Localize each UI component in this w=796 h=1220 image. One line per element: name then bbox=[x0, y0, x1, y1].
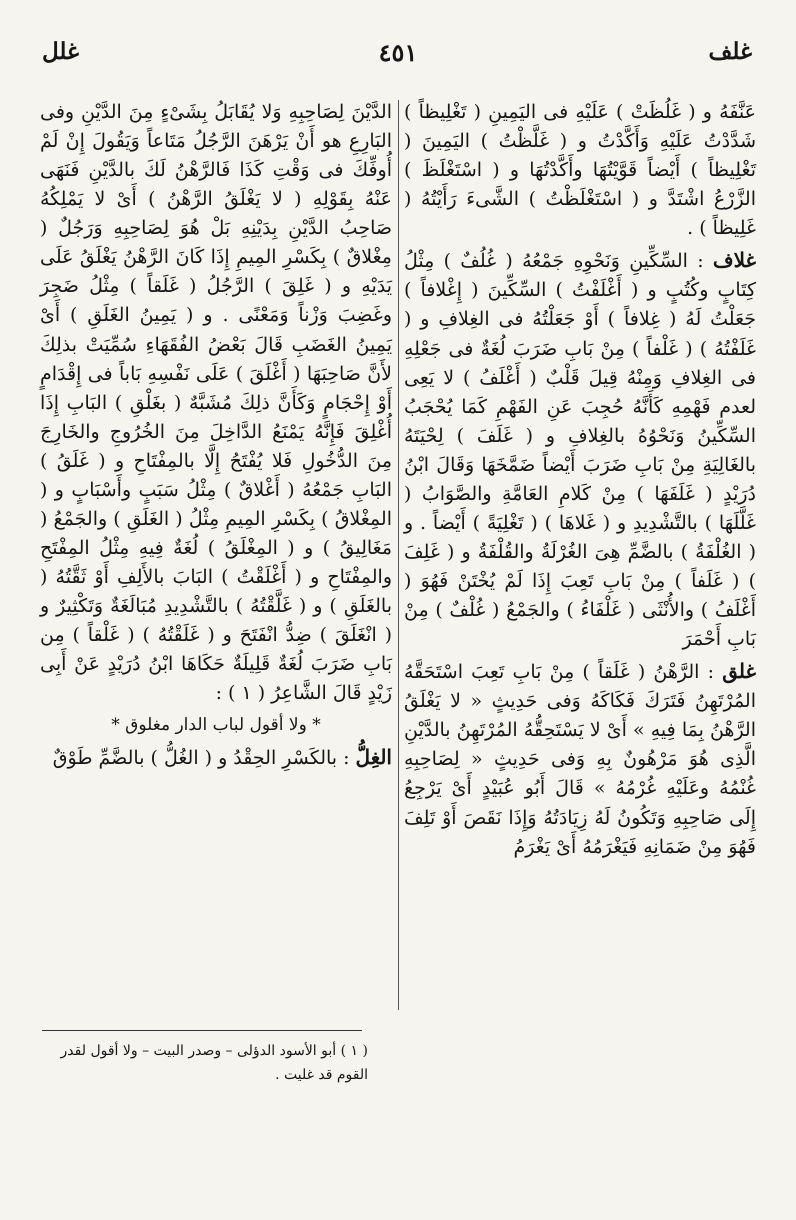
entry-ghill bbox=[40, 742, 392, 773]
footnote-rule bbox=[42, 1030, 362, 1031]
headword-ghilaf: غلاف bbox=[712, 248, 757, 273]
entry-paragraph bbox=[404, 96, 756, 243]
headword-ghill: الغِلُّ bbox=[355, 745, 392, 770]
entry-text: الدَّيْنَ لِصَاحِبِهِ وَلا يُقَابَلُ بِشَىْءٍ مِنَ الدَّيْنِ وفى البَارِعِ هو أَنْ يَرْهَنَ الرَّجُلُ مَتَاعاً وَيَقُولَ إِنْ لَمْ أُوفِّكَ فى وَقْتِ كَذَا فَالرَّهْنُ لَكَ بالدَّيْنِ فَنَهَى عَنْهُ بِقَوْلِهِ ( لا يَغْلَقُ الرَّهْنُ ) أَىْ لا يَمْلِكُهُ صَاحِبُ الدَّيْنِ بِدَيْنِهِ بَلْ هُوَ لِصَاحِبِهِ وَرَجُلٌ ( مِغْلاقٌ ) بِكَسْرِ المِيمِ إِذَا كَانَ الرَّهْنُ يَغْلَقُ عَلَى يَدَيْهِ و ( غَلِقَ ) الرَّجُلُ ( غَلَقاً ) مِثْلُ ضَجِرَ وغَضِبَ وَزْناً وَمَعْنًى . و ( يَمِينُ الغَلَقِ ) أَىْ يَمِينُ الغَضَبِ قَالَ بَعْضُ الفُقَهَاءِ سُمِّيَتْ بذلِكَ لأَنَّ صَاحِبَهَا ( أَغْلَقَ ) عَلَى نَفْسِهِ بَاباً فى إِقْدَامٍ أَوْ إِحْجَامٍ وَكَأَنَّ ذلِكَ مُشَبَّهٌ ( بغَلْقِ ) البَابِ إِذَا أُغْلِقَ فَإِنَّهُ يَمْنَعُ الدَّاخِلَ مِنَ الخُرُوجِ والخَارِجَ مِنَ الدُّخُولِ فَلا يُفْتَحُ إِلَّا بالمِفْتَاحِ و ( غَلَقُ ) البَابِ جَمْعُهُ ( أَغْلاقٌ ) مِثْلُ سَبَبٍ وأَسْبَابٍ و ( المِغْلاقُ ) بِكَسْرِ المِيمِ مِثْلُ ( الغَلَقِ ) والجَمْعُ ( مَغَالِيقُ ) و ( المِغْلَقُ ) لُغَةٌ فِيهِ مِثْلُ المِفْتَحِ والمِفْتَاحِ و ( أَغْلَقْتُ ) البَابَ بالأَلِفِ أَوْ ثَقَّتُهُ ( بالغَلَقِ ) و ( غَلَّقْتُهُ ) بالتَّشْدِيدِ مُبَالَغَةٌ وَتَكْثِيرٌ و ( انْغَلَقَ ) ضِدُّ انْفَتَحَ و ( غَلَقْتُهُ ) ( غَلْقاً ) مِن بَابِ ضَرَبَ لُغَةٌ قَلِيلَةٌ حَكَاهَا ابْنُ دُرَيْدٍ عَنْ أَبِى زَيْدٍ قَالَ الشَّاعِرُ ( ١ ) : bbox=[40, 101, 392, 705]
right-column bbox=[404, 96, 756, 864]
header-right-word: غلف bbox=[708, 38, 752, 65]
header-left-word: غلل bbox=[42, 38, 80, 65]
entry-ghalaq bbox=[404, 656, 756, 861]
entry-paragraph bbox=[40, 96, 392, 708]
entry-text: : بالكَسْرِ الحِقْدُ و ( الغُلُّ ) بالضَّمِّ طَوْقٌ bbox=[52, 747, 350, 770]
entry-ghilaf bbox=[404, 245, 756, 654]
entry-text: عَنَّفَهُ و ( غَلُظَتْ ) عَلَيْهِ فى اليَمِينِ ( تَغْلِيظاً ) شَدَّدْتُ عَلَيْهِ وَأَكَّدْتُ و ( غَلَّظْتُ ) اليَمِينَ ( تَغْلِيظاً ) أَيْضاً قَوَّيْتُهَا وأَكَّدْتُهَا و ( اسْتَغْلَظَ ) الزَّرْعُ اشْتَدَّ و ( اسْتَغْلَظْتُ ) الشَّىءَ رَأَيْتُهُ ( غَلِيظاً ) . bbox=[404, 101, 756, 240]
entry-text: : الرَّهْنُ ( غَلَقاً ) مِنْ بَابِ تَعِبَ اسْتَحَقَّهُ المُرْتَهِنُ فَتَرَكَ فَكَاكَهُ وَفى حَدِيثٍ « لا يَغْلَقُ الرَّهْنُ بِمَا فِيهِ » أَىْ لا يَسْتَحِقُّهُ المُرْتَهِنُ بالدَّيْنِ الَّذِى هُوَ مَرْهُونٌ بِهِ وَفى حَدِيثٍ « لِصَاحِبِهِ غُنْمُهُ وعَلَيْهِ غُرْمُهُ » قَالَ أَبُو عُبَيْدٍ أَىْ يَرْجِعُ إِلَى صَاحِبِهِ وَتَكُونُ لَهُ زِيَادَتُهُ وَإِذَا نَقَصَ أَوْ تَلِفَ فَهُوَ مِنْ ضَمَانِهِ فَيَغْرَمُهُ أَىْ يَغْرَمُ bbox=[404, 661, 756, 858]
headword-ghalaq: غلق bbox=[722, 659, 756, 684]
footnote: ( ١ ) أبو الأسود الدؤلى – وصدر البيت – ولا أقول لقدر القوم قد غليت . bbox=[60, 1043, 368, 1083]
page-number: ٤٥١ bbox=[378, 38, 418, 67]
column-divider bbox=[398, 100, 399, 1010]
left-column bbox=[40, 96, 392, 775]
entry-text: : السِّكِّينِ وَنَحْوِهِ جَمْعُهُ ( غُلُفٌ ) مِثْلُ كِتَابٍ وكُتُبٍ و ( أَغْلَفْتُ ) السِّكِّينَ ( إِغْلافاً ) جَعَلْتُ لَهُ ( غِلافاً ) أَوْ جَعَلْتُهُ فى الغِلافِ و ( غَلَفْتُهُ ) ( غَلْفاً ) مِنْ بَابِ ضَرَبَ لُغَةٌ فى جَعْلِهِ فى الغِلافِ وَمِنْهُ قِيلَ قَلْبٌ ( أَغْلَفُ ) لا يَعِى لعدم فَهْمِهِ كَأَنَّهُ حُجِبَ عَنِ الفَهْمِ كَمَا يُحْجَبُ السِّكِّينُ وَنَحْوُهُ بالغِلافِ و ( غَلَفَ ) لِحْيَتَهُ بالغَالِيَةِ مِنْ بَابِ ضَرَبَ أَيْضاً ضَمَّخَهَا وَقَالَ ابْنُ دُرَيْدٍ ( غَلَفَهَا ) مِنْ كَلامِ العَامَّةِ والصَّوَابُ ( غَلَّلَهَا ) بالتَّشْدِيدِ و ( غَلاهَا ) ( تَغْلِيَةً ) أَيْضاً . و ( الغُلْفَةُ ) بالضَّمِّ هِىَ الغُرْلَةُ والقُلْفَةُ و ( غَلِفَ ) ( غَلَفاً ) مِنْ بَابِ تَعِبَ إِذَا لَمْ يُخْتَنْ فَهُوَ ( أَغْلَفُ ) والأُنْثَى ( غَلْفَاءُ ) والجَمْعُ ( غُلْفٌ ) مِنْ بَابِ أَحْمَرَ bbox=[404, 250, 756, 651]
poem-verse: * ولا أقول لباب الدار مغلوق * bbox=[111, 715, 321, 736]
